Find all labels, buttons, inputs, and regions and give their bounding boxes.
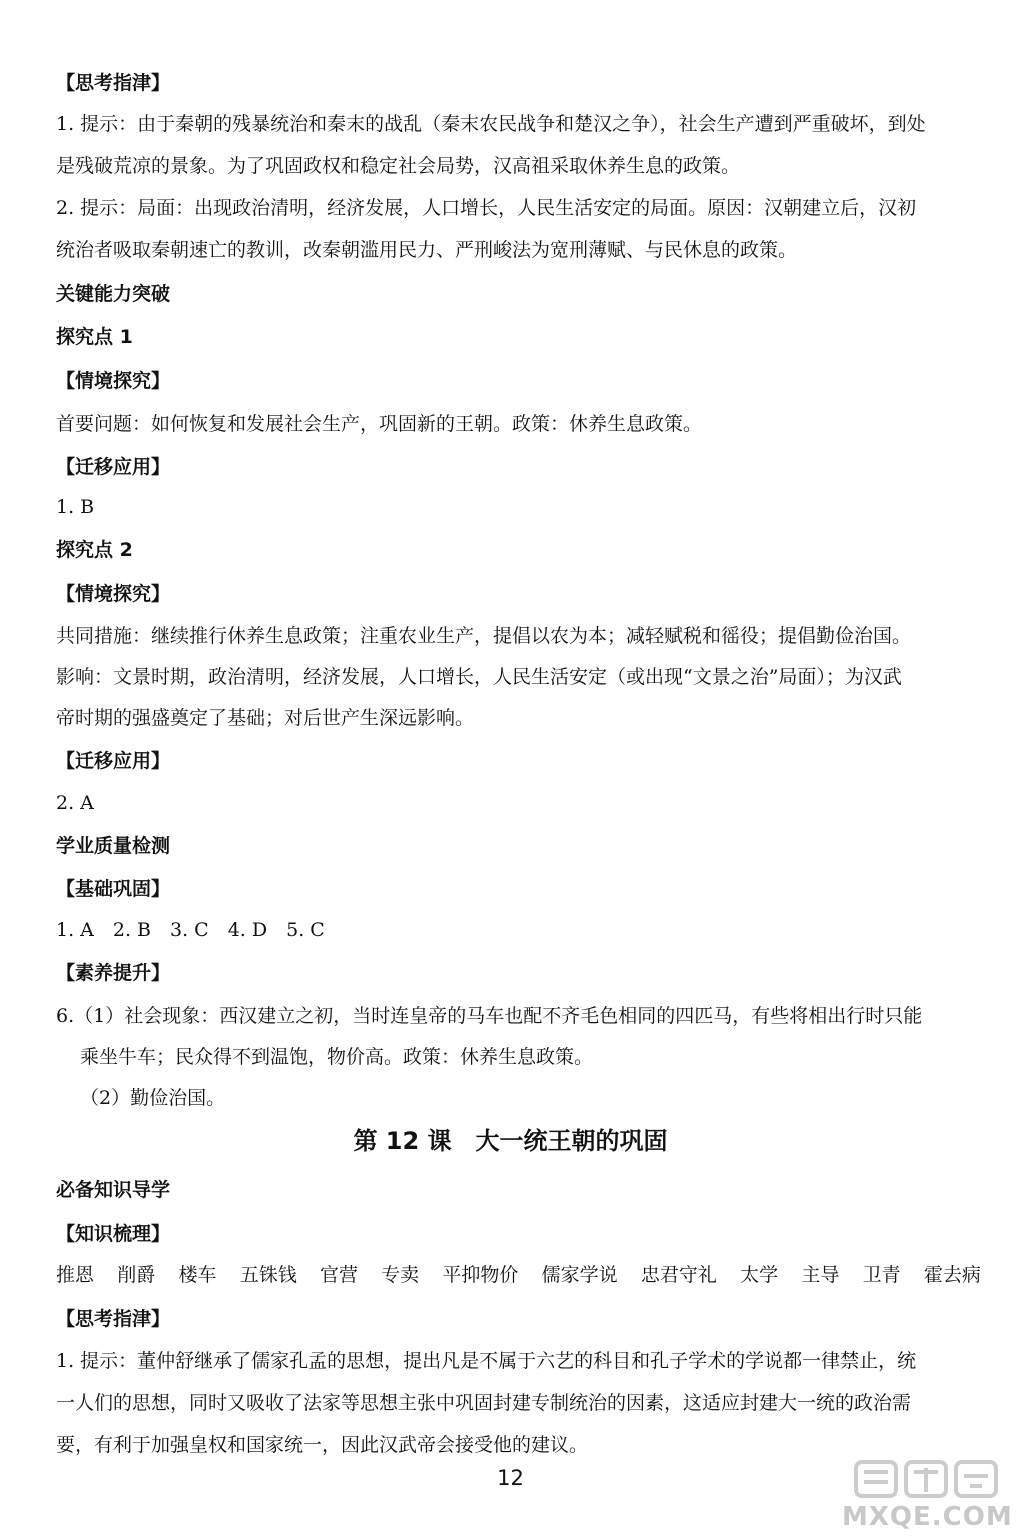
section-heading: 【素养提升】 bbox=[56, 962, 171, 984]
knowledge-term: 削爵 bbox=[117, 1264, 156, 1286]
knowledge-term: 卫青 bbox=[862, 1264, 901, 1286]
section-heading: 探究点 2 bbox=[56, 539, 133, 561]
watermark-text: MXQE.COM bbox=[842, 1502, 1013, 1532]
watermark-logo bbox=[842, 1456, 1012, 1532]
text-line: 一人们的思想，同时又吸收了法家等思想主张中巩固封建专制统治的因素，这适应封建大一统的政治需 bbox=[56, 1392, 912, 1414]
section-heading: 【迁移应用】 bbox=[56, 750, 171, 772]
text-line: 乘坐牛车；民众得不到温饱，物价高。政策：休养生息政策。 bbox=[80, 1046, 594, 1068]
section-heading: 探究点 1 bbox=[56, 326, 133, 348]
text-line: 影响：文景时期，政治清明，经济发展，人口增长，人民生活安定（或出现“文景之治”局面）；为汉武 bbox=[56, 666, 902, 688]
text-line: 首要问题：如何恢复和发展社会生产，巩固新的王朝。政策：休养生息政策。 bbox=[56, 413, 703, 435]
watermark-icon bbox=[852, 1456, 1002, 1500]
text-line: 2. A bbox=[56, 792, 94, 814]
text-line: 统治者吸取秦朝速亡的教训，改秦朝滥用民力、严刑峻法为宽刑薄赋、与民休息的政策。 bbox=[56, 239, 798, 261]
text-line: 1. 提示：由于秦朝的残暴统治和秦末的战乱（秦末农民战争和楚汉之争），社会生产遭到严重破坏，到处 bbox=[56, 113, 926, 135]
lesson-title: 第 12 课 大一统王朝的巩固 bbox=[353, 1127, 668, 1155]
section-heading: 【基础巩固】 bbox=[56, 878, 171, 900]
knowledge-term: 推恩 bbox=[56, 1264, 95, 1286]
section-heading: 【知识梳理】 bbox=[56, 1223, 171, 1245]
knowledge-term: 官营 bbox=[319, 1264, 358, 1286]
text-line: 2. 提示：局面：出现政治清明，经济发展，人口增长，人民生活安定的局面。原因：汉朝建立后，汉初 bbox=[56, 197, 917, 219]
text-line: 6.（1）社会现象：西汉建立之初，当时连皇帝的马车也配不齐毛色相同的四匹马，有些将相出行时只能 bbox=[56, 1005, 923, 1027]
knowledge-term: 霍去病 bbox=[923, 1264, 981, 1286]
knowledge-term: 平抑物价 bbox=[442, 1264, 519, 1286]
text-line: 1. A 2. B 3. C 4. D 5. C bbox=[56, 919, 325, 941]
section-heading: 【迁移应用】 bbox=[56, 456, 171, 478]
section-heading: 关键能力突破 bbox=[56, 283, 171, 305]
knowledge-term: 儒家学说 bbox=[541, 1264, 618, 1286]
section-heading: 【思考指津】 bbox=[56, 1308, 171, 1330]
text-line: 是残破荒凉的景象。为了巩固政权和稳定社会局势，汉高祖采取休养生息的政策。 bbox=[56, 155, 741, 177]
text-line: 1. B bbox=[56, 496, 95, 518]
section-heading: 【思考指津】 bbox=[56, 72, 171, 94]
text-line: 要，有利于加强皇权和国家统一，因此汉武帝会接受他的建议。 bbox=[56, 1434, 589, 1456]
text-line: 帝时期的强盛奠定了基础；对后世产生深远影响。 bbox=[56, 707, 475, 729]
knowledge-term: 专卖 bbox=[381, 1264, 420, 1286]
section-heading: 必备知识导学 bbox=[56, 1179, 171, 1201]
section-heading: 学业质量检测 bbox=[56, 835, 171, 857]
section-heading: 【情境探究】 bbox=[56, 370, 171, 392]
knowledge-term: 楼车 bbox=[178, 1264, 217, 1286]
knowledge-term: 太学 bbox=[740, 1264, 779, 1286]
text-line: （2）勤俭治国。 bbox=[80, 1087, 226, 1109]
knowledge-terms-row bbox=[56, 1262, 981, 1288]
page-number: 12 bbox=[497, 1466, 524, 1490]
text-line: 共同措施：继续推行休养生息政策；注重农业生产，提倡以农为本；减轻赋税和徭役；提倡勤俭治国。 bbox=[56, 625, 912, 647]
knowledge-term: 五铢钱 bbox=[239, 1264, 297, 1286]
knowledge-term: 主导 bbox=[801, 1264, 840, 1286]
knowledge-term: 忠君守礼 bbox=[640, 1264, 717, 1286]
section-heading: 【情境探究】 bbox=[56, 583, 171, 605]
text-line: 1. 提示：董仲舒继承了儒家孔孟的思想，提出凡是不属于六艺的科目和孔子学术的学说都一律禁止，统 bbox=[56, 1350, 917, 1372]
